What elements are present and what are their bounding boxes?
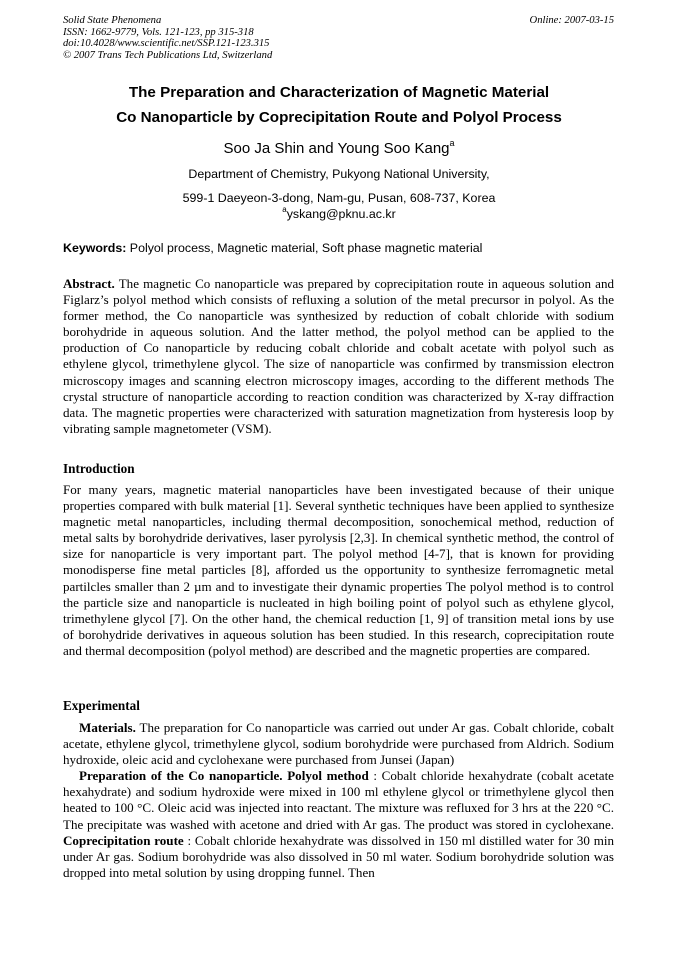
preparation-label: Preparation of the Co nanoparticle. Polyol method <box>79 768 369 784</box>
preparation-paragraph <box>63 768 614 881</box>
preparation-text: : Cobalt chloride hexahydrate (cobalt acetate hexahydrate) and sodium hydroxide were mixed in 100 ml ethylene glycol or trimethylene glycol then heated to 100 °C. Oleic acid was injected into reactant. The mixture was refluxed for 3 hrs at the 220 °C. The precipitate was washed with acetone and dried with Ar gas. The product was stored in cyclohexane. <box>63 768 614 832</box>
journal-copyright: © 2007 Trans Tech Publications Ltd, Switzerland <box>63 49 273 61</box>
email-superscript: a <box>282 205 287 214</box>
abstract-label: Abstract. <box>63 276 115 291</box>
affiliation <box>40 162 638 210</box>
paper-title-line-1: The Preparation and Characterization of Magnetic Material <box>128 84 550 101</box>
coprecipitation-text: : Cobalt chloride hexahydrate was dissolved in 150 ml distilled water for 30 min under Ar gas. Sodium borohydride was also dissolved in 50 ml water. Sodium borohydride solution was dropped into metal solution by using dropping funnel. Then <box>63 832 614 880</box>
journal-name: Solid State Phenomena <box>63 15 162 26</box>
experimental-heading: Experimental <box>63 698 140 713</box>
journal-issn: ISSN: 1662-9779, Vols. 121-123, pp 315-318 <box>63 26 254 38</box>
author-names: Soo Ja Shin and Young Soo Kang <box>223 140 450 157</box>
email-address: yskang@pknu.ac.kr <box>286 207 396 221</box>
keywords <box>63 240 623 256</box>
coprecipitation-label: Coprecipitation route <box>63 832 184 848</box>
journal-doi: doi:10.4028/www.scientific.net/SSP.121-123.315 <box>63 38 270 50</box>
authors <box>40 140 638 158</box>
experimental-section <box>63 720 614 881</box>
abstract-text: The magnetic Co nanoparticle was prepared by coprecipitation route in aqueous solution and Figlarz’s polyol method which consists of refluxing a solution of the metal precursor in polyol. As the former method, the Co nanoparticle was synthesized by reduction of cobalt chloride with sodium borohydride in aqueous solution. And the latter method, the polyol method can be applied to the production of Co nanoparticle by reducing cobalt chloride and cobalt acetate with polyol such as ethylene glycol, trimethylene glycol. The size of nanoparticle was confirmed by transmission electron microscopy images and scanning electron microscopy images, according to the different methods The crystal structure of nanoparticle according to reaction condition was characterized by X-ray diffraction data. The magnetic properties were characterized with saturation magnetization from hysteresis loop by vibrating sample magnetometer (VSM). <box>63 276 614 436</box>
author-superscript: a <box>449 138 455 148</box>
materials-text: The preparation for Co nanoparticle was carried out under Ar gas. Cobalt chloride, cobalt acetate, ethylene glycol, trimethylene glycol, sodium borohydride were purchased from Aldrich. Sodium hydroxide, oleic acid and cyclohexane were purchased from Junsei (Japan) <box>63 720 614 768</box>
materials-label: Materials. <box>79 720 136 735</box>
author-email <box>40 207 638 221</box>
paper-title-line-2: Co Nanoparticle by Coprecipitation Route and Polyol Process <box>116 109 562 126</box>
affiliation-line-1: Department of Chemistry, Pukyong National University, <box>188 167 490 181</box>
keywords-text: Polyol process, Magnetic material, Soft phase magnetic material <box>126 241 483 255</box>
abstract <box>63 276 614 437</box>
affiliation-line-2: 599-1 Daeyeon-3-dong, Nam-gu, Pusan, 608-737, Korea <box>182 191 496 205</box>
introduction-heading: Introduction <box>63 461 135 476</box>
keywords-label: Keywords: <box>63 241 127 255</box>
introduction-text: For many years, magnetic material nanoparticles have been investigated because of their unique properties compared with bulk material [1]. Several synthetic techniques have been applied to synthesize magnetic metal nanoparticles, including thermal decomposition, sonochemical method, reduction of metal salts by borohydride derivatives, laser pyrolysis [2,3]. In chemical synthetic method, the control of size for nanoparticle is very important part. The polyol method [4-7], that is known for providing monodisperse fine metal particles [8], afforded us the opportunity to synthesize ferromagnetic metal partilcles smaller than 2 µm and to investigate their dynamic properties The polyol method is to control the particle size and nanoparticle is nucleated in high boiling point of polyol such as ethylene glycol, trimethylene glycol [7]. On the other hand, the chemical reduction [1, 9] of transition metal ions by use of borohydride derivatives in aqueous solution has been studied. In this research, coprecipitation route and thermal decomposition (polyol method) are described and the magnetic properties are compared. <box>63 482 614 658</box>
online-date: Online: 2007-03-15 <box>529 15 614 26</box>
journal-header <box>63 15 443 61</box>
materials-paragraph <box>63 720 614 768</box>
paper-title <box>40 80 638 130</box>
